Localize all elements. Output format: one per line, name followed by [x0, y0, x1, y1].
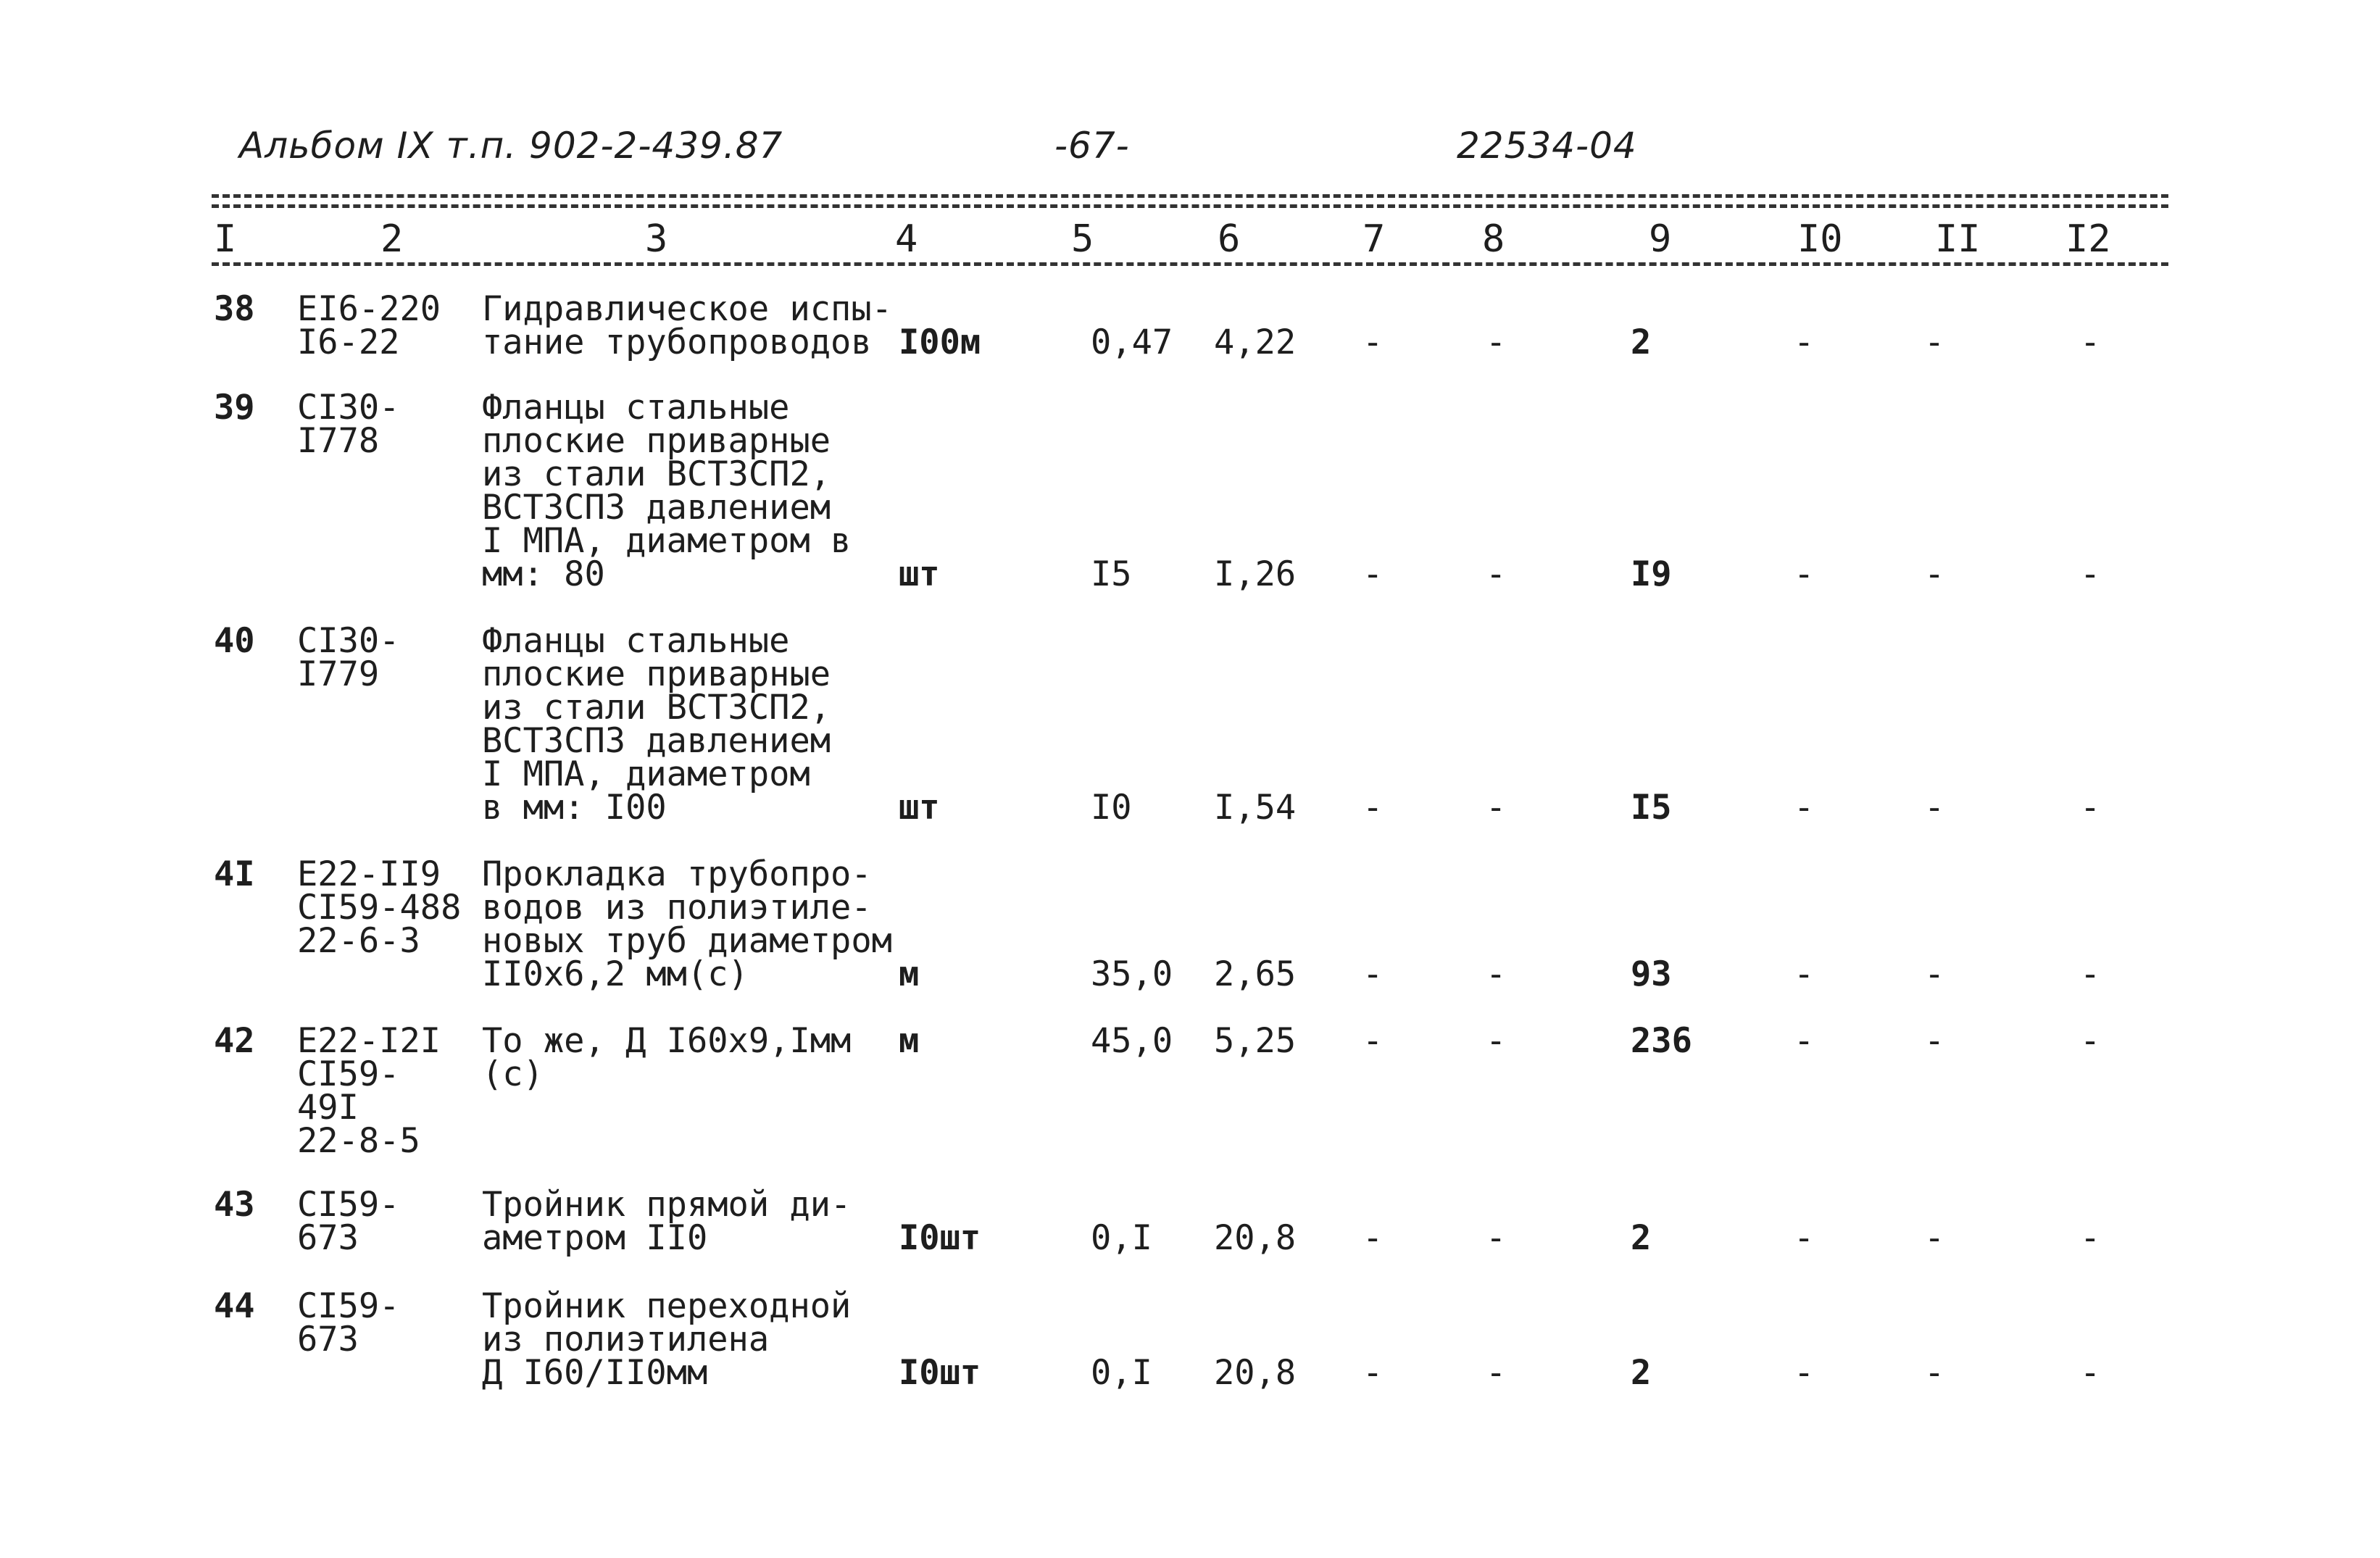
quantity: 0,47	[1091, 322, 1173, 362]
unit-of-measure: I0шт	[899, 1218, 981, 1258]
work-description: Фланцы стальные плоские приварные из стали ВСТ3СП2, ВСТ3СП3 давлением I МПА, диаметром в мм: I00	[482, 621, 831, 828]
row-number: 39	[214, 388, 255, 428]
column-9-value: 2	[1631, 1218, 1652, 1258]
norm-value: 20,8	[1214, 1353, 1297, 1393]
unit-of-measure: I0шт	[899, 1353, 981, 1393]
column-header: 7	[1362, 217, 1386, 261]
work-description: Гидравлическое испы- тание трубопроводов	[482, 289, 892, 362]
column-9-value: I9	[1631, 554, 1672, 594]
top-rule-2	[212, 204, 2168, 208]
column-11-value: -	[1924, 554, 1945, 594]
column-11-value: -	[1924, 788, 1945, 828]
work-code: EI6-220 I6-22	[297, 289, 441, 362]
column-header: 6	[1218, 217, 1241, 261]
column-7-value: -	[1362, 1353, 1384, 1393]
unit-of-measure: м	[899, 1021, 920, 1061]
column-11-value: -	[1924, 1353, 1945, 1393]
work-description: То же, Д I60x9,Iмм (с)	[482, 1021, 852, 1094]
work-code: CI59- 673	[297, 1185, 400, 1258]
column-10-value: -	[1794, 1218, 1815, 1258]
column-7-value: -	[1362, 1021, 1384, 1061]
work-description: Тройник переходной из полиэтилена Д I60/II0мм	[482, 1286, 852, 1393]
norm-value: I,26	[1214, 554, 1297, 594]
column-8-value: -	[1486, 954, 1507, 994]
column-7-value: -	[1362, 322, 1384, 362]
column-header: 2	[380, 217, 404, 261]
row-number: 40	[214, 621, 255, 661]
row-number: 38	[214, 289, 255, 329]
row-number: 4I	[214, 854, 255, 894]
quantity: I5	[1091, 554, 1132, 594]
column-10-value: -	[1794, 1021, 1815, 1061]
work-code: E22-I2I CI59- 49I 22-8-5	[297, 1021, 441, 1161]
page-number: -67-	[1054, 125, 1130, 167]
column-8-value: -	[1486, 1021, 1507, 1061]
norm-value: 2,65	[1214, 954, 1297, 994]
quantity: 35,0	[1091, 954, 1173, 994]
column-11-value: -	[1924, 1021, 1945, 1061]
norm-value: 5,25	[1214, 1021, 1297, 1061]
column-12-value: -	[2080, 954, 2101, 994]
column-10-value: -	[1794, 554, 1815, 594]
column-7-value: -	[1362, 554, 1384, 594]
column-9-value: 2	[1631, 1353, 1652, 1393]
column-8-value: -	[1486, 554, 1507, 594]
column-12-value: -	[2080, 322, 2101, 362]
column-9-value: I5	[1631, 788, 1672, 828]
column-header: 3	[645, 217, 668, 261]
quantity: 0,I	[1091, 1353, 1152, 1393]
column-10-value: -	[1794, 954, 1815, 994]
top-rule	[212, 194, 2168, 198]
column-9-value: 236	[1631, 1021, 1692, 1061]
norm-value: I,54	[1214, 788, 1297, 828]
unit-of-measure: шт	[899, 788, 940, 828]
column-header: II	[1935, 217, 1981, 261]
column-12-value: -	[2080, 1353, 2101, 1393]
column-8-value: -	[1486, 1353, 1507, 1393]
column-9-value: 93	[1631, 954, 1672, 994]
document-code: 22534-04	[1457, 125, 1637, 167]
column-header: I0	[1797, 217, 1843, 261]
unit-of-measure: м	[899, 954, 920, 994]
column-7-value: -	[1362, 788, 1384, 828]
work-description: Тройник прямой ди- аметром II0	[482, 1185, 852, 1258]
quantity: 45,0	[1091, 1021, 1173, 1061]
column-11-value: -	[1924, 954, 1945, 994]
column-10-value: -	[1794, 322, 1815, 362]
column-header: 4	[895, 217, 918, 261]
quantity: I0	[1091, 788, 1132, 828]
work-code: CI30- I778	[297, 388, 400, 461]
column-header: I2	[2065, 217, 2111, 261]
work-code: E22-II9 CI59-488 22-6-3	[297, 854, 462, 961]
column-10-value: -	[1794, 788, 1815, 828]
header-rule	[212, 262, 2168, 266]
row-number: 43	[214, 1185, 255, 1225]
column-header: 8	[1482, 217, 1505, 261]
row-number: 44	[214, 1286, 255, 1326]
column-11-value: -	[1924, 1218, 1945, 1258]
quantity: 0,I	[1091, 1218, 1152, 1258]
norm-value: 20,8	[1214, 1218, 1297, 1258]
column-10-value: -	[1794, 1353, 1815, 1393]
work-description: Прокладка трубопро- водов из полиэтиле- новых труб диаметром II0x6,2 мм(с)	[482, 854, 892, 994]
column-12-value: -	[2080, 788, 2101, 828]
column-12-value: -	[2080, 1021, 2101, 1061]
column-header: 9	[1649, 217, 1672, 261]
album-header: Альбом IX т.п. 902-2-439.87	[239, 125, 783, 167]
column-8-value: -	[1486, 1218, 1507, 1258]
unit-of-measure: I00м	[899, 322, 981, 362]
unit-of-measure: шт	[899, 554, 940, 594]
column-9-value: 2	[1631, 322, 1652, 362]
norm-value: 4,22	[1214, 322, 1297, 362]
work-code: CI30- I779	[297, 621, 400, 694]
column-7-value: -	[1362, 1218, 1384, 1258]
work-code: CI59- 673	[297, 1286, 400, 1359]
row-number: 42	[214, 1021, 255, 1061]
column-12-value: -	[2080, 1218, 2101, 1258]
column-12-value: -	[2080, 554, 2101, 594]
work-description: Фланцы стальные плоские приварные из стали ВСТ3СП2, ВСТ3СП3 давлением I МПА, диаметром в мм: 80	[482, 388, 852, 594]
column-8-value: -	[1486, 788, 1507, 828]
column-8-value: -	[1486, 322, 1507, 362]
column-7-value: -	[1362, 954, 1384, 994]
column-header: 5	[1071, 217, 1094, 261]
column-header: I	[214, 217, 237, 261]
column-11-value: -	[1924, 322, 1945, 362]
